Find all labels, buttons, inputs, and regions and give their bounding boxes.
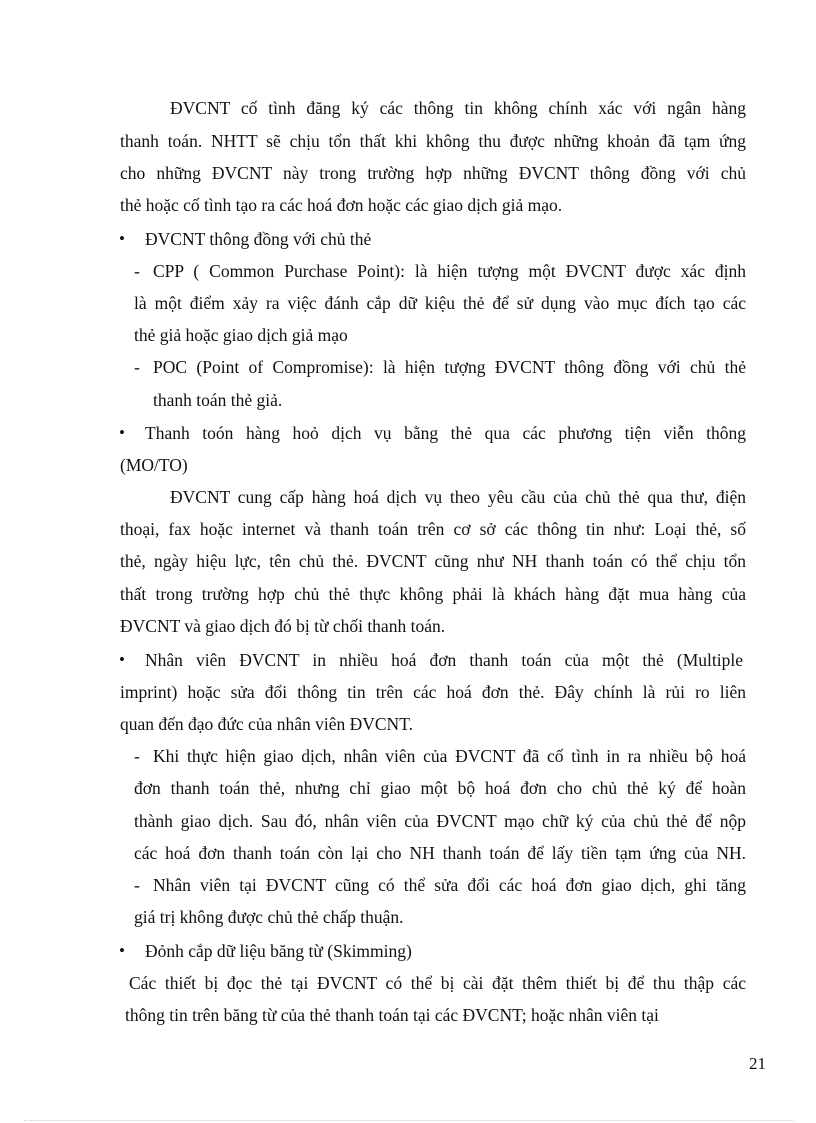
list-item-line: thẻ giả hoặc giao dịch giả mạo: [134, 325, 348, 345]
paragraph-line: Các thiết bị đọc thẻ tại ĐVCNT có thể bị cài đặt thêm thiết bị để thu thập các: [129, 973, 746, 993]
paragraph-line: ĐVCNT và giao dịch đó bị từ chối thanh toán.: [120, 616, 446, 636]
bullet-heading: Nhân viên ĐVCNT in nhiều hoá đơn thanh toán của một thẻ (Multiple: [145, 650, 743, 670]
list-item-line: thanh toán thẻ giả.: [153, 390, 283, 410]
list-item-line: Nhân viên tại ĐVCNT cũng có thể sửa đổi các hoá đơn giao dịch, ghi tăng: [153, 875, 746, 895]
list-item-line: thành giao dịch. Sau đó, nhân viên của ĐVCNT mạo chữ ký của chủ thẻ để nộp: [134, 811, 746, 831]
paragraph-line: thẻ, ngày hiệu lực, tên chủ thẻ. ĐVCNT cũng như NH thanh toán có thể chịu tổn: [120, 551, 746, 571]
list-item-line: CPP ( Common Purchase Point): là hiện tượng một ĐVCNT được xác định: [153, 261, 746, 281]
bullet-heading: ĐVCNT thông đồng với chủ thẻ: [145, 229, 372, 249]
paragraph-line: ĐVCNT cung cấp hàng hoá dịch vụ theo yêu cầu của chủ thẻ qua thư, điện: [170, 487, 746, 507]
paragraph-line: ĐVCNT cố tình đăng ký các thông tin không chính xác với ngân hàng: [170, 98, 746, 118]
paragraph-line: thoại, fax hoặc internet và thanh toán trên cơ sở các thông tin như: Loại thẻ, số: [120, 519, 746, 539]
paragraph-line: thất trong trường hợp chủ thẻ thực không phải là khách hàng đặt mua hàng của: [120, 584, 746, 604]
bullet-icon: •: [119, 423, 125, 442]
list-item-line: Khi thực hiện giao dịch, nhân viên của ĐVCNT đã cố tình in ra nhiều bộ hoá: [153, 746, 746, 766]
paragraph-line: cho những ĐVCNT này trong trường hợp những ĐVCNT thông đồng với chủ: [120, 163, 746, 183]
list-item-line: giá trị không được chủ thẻ chấp thuận.: [134, 907, 404, 927]
dash-marker: -: [134, 875, 140, 895]
list-item-line: các hoá đơn thanh toán còn lại cho NH thanh toán để lấy tiền tạm ứng của NH.: [134, 843, 746, 863]
bullet-icon: •: [119, 941, 125, 960]
page-number: 21: [749, 1054, 766, 1073]
page-bottom-divider: [24, 1120, 794, 1121]
list-item-line: POC (Point of Compromise): là hiện tượng ĐVCNT thông đồng với chủ thẻ: [153, 357, 746, 377]
paragraph-line: thông tin trên băng từ của thẻ thanh toán tại các ĐVCNT; hoặc nhân viên tại: [125, 1005, 659, 1025]
paragraph-line: thẻ hoặc cố tình tạo ra các hoá đơn hoặc các giao dịch giả mạo.: [120, 195, 563, 215]
list-item-line: là một điểm xảy ra việc đánh cắp dữ kiệu thẻ để sử dụng vào mục đích tạo các: [134, 293, 746, 313]
paragraph-line: thanh toán. NHTT sẽ chịu tổn thất khi không thu được những khoản đã tạm ứng: [120, 131, 746, 151]
paragraph-line: quan đến đạo đức của nhân viên ĐVCNT.: [120, 714, 413, 734]
bullet-icon: •: [119, 229, 125, 248]
dash-marker: -: [134, 261, 140, 281]
dash-marker: -: [134, 357, 140, 377]
list-item-line: đơn thanh toán thẻ, nhưng chỉ giao một bộ hoá đơn cho chủ thẻ ký để hoàn: [134, 778, 746, 798]
paragraph-line: imprint) hoặc sửa đổi thông tin trên các hoá đơn thẻ. Đây chính là rủi ro liên: [120, 682, 746, 702]
bullet-icon: •: [119, 650, 125, 669]
dash-marker: -: [134, 746, 140, 766]
bullet-heading: Thanh toón hàng hoỏ dịch vụ bằng thẻ qua các phương tiện viễn thông: [145, 423, 746, 443]
bullet-heading: Đỏnh cắp dữ liệu băng từ (Skimming): [145, 941, 412, 961]
bullet-heading: (MO/TO): [120, 455, 188, 475]
